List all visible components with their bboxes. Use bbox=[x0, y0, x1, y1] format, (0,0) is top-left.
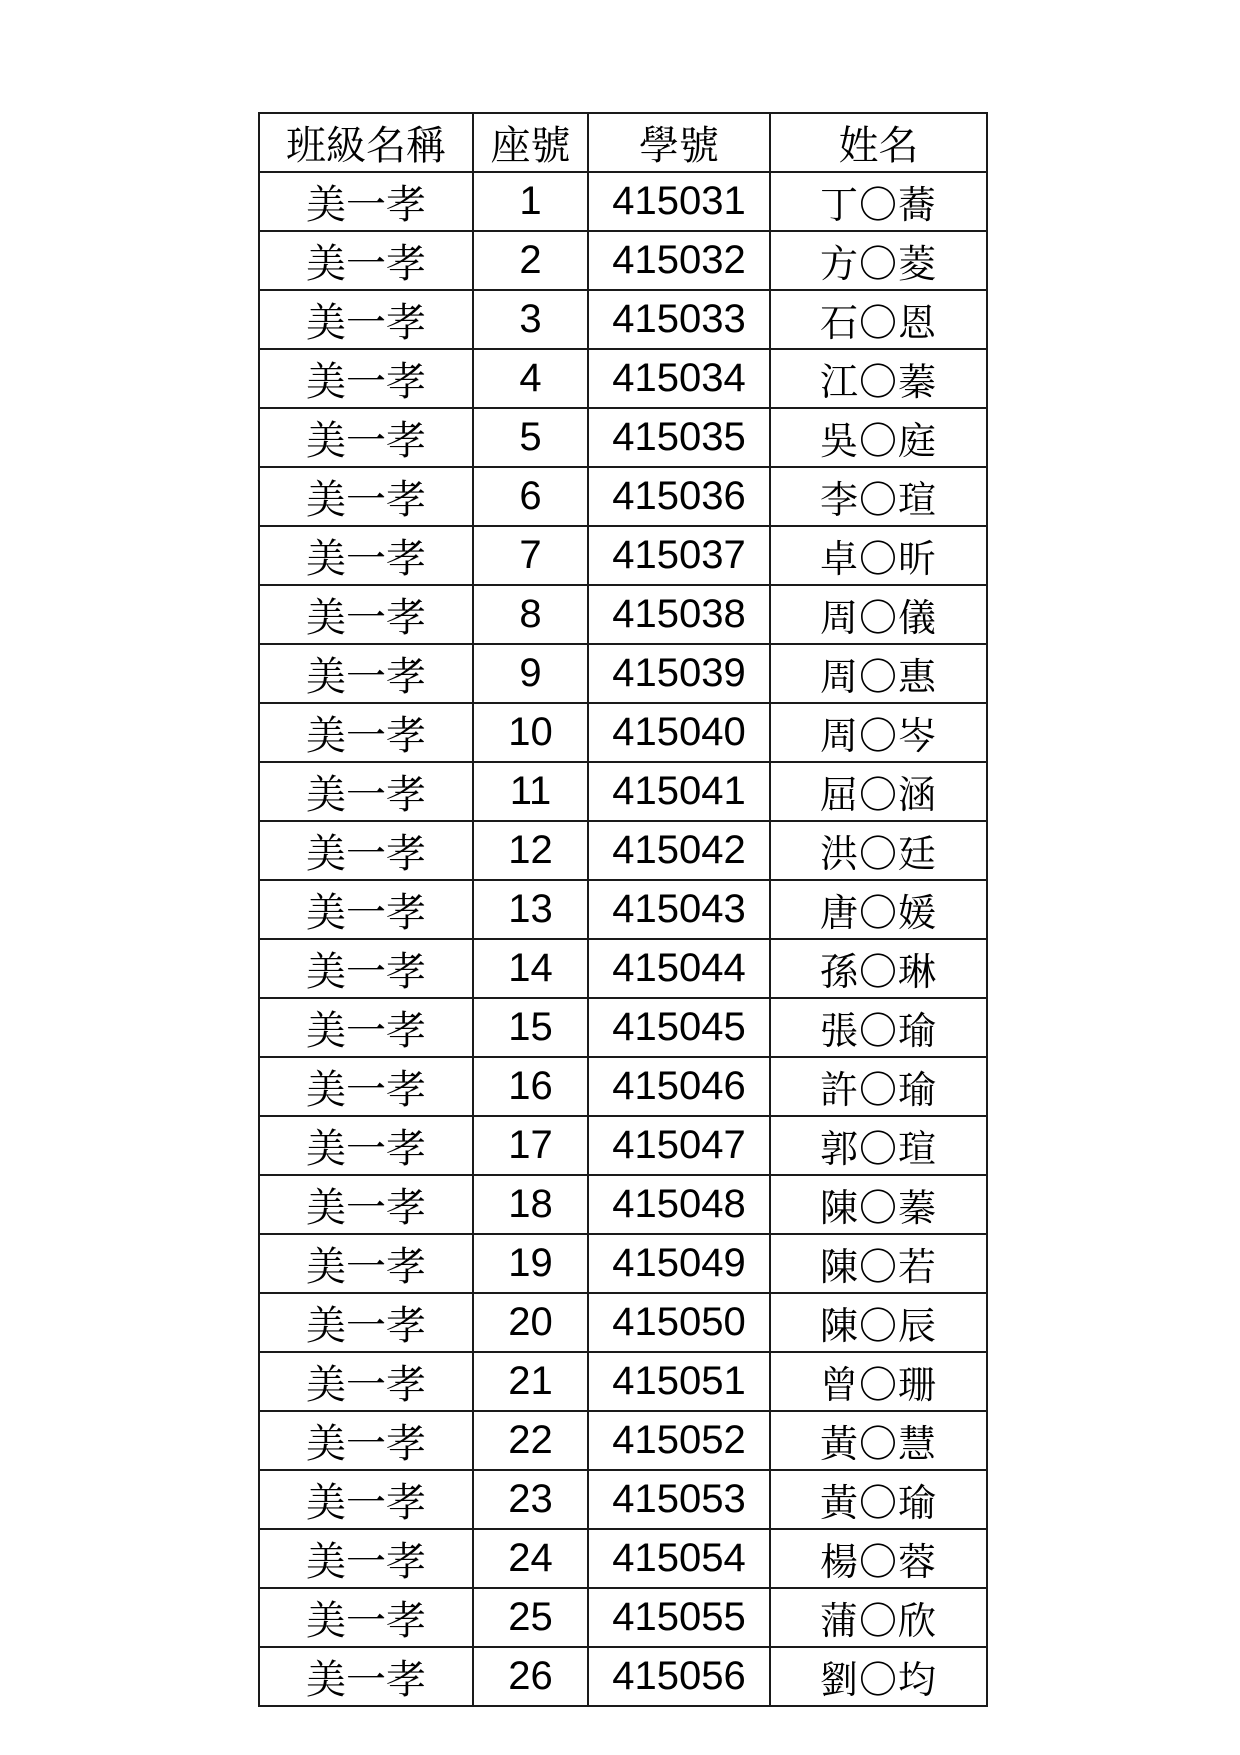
seat-number-cell: 25 bbox=[473, 1588, 588, 1647]
student-id-cell: 415040 bbox=[588, 703, 770, 762]
student-id-cell: 415031 bbox=[588, 172, 770, 231]
student-id-cell: 415056 bbox=[588, 1647, 770, 1706]
header-name: 姓名 bbox=[770, 113, 987, 172]
table-row bbox=[259, 585, 987, 644]
student-id-cell: 415032 bbox=[588, 231, 770, 290]
class-name-cell: 美一孝 bbox=[259, 880, 473, 939]
table-row bbox=[259, 290, 987, 349]
header-student-id: 學號 bbox=[588, 113, 770, 172]
student-name-cell: 周〇岑 bbox=[770, 703, 987, 762]
student-name-cell: 屈〇涵 bbox=[770, 762, 987, 821]
student-id-cell: 415050 bbox=[588, 1293, 770, 1352]
student-name-cell: 劉〇均 bbox=[770, 1647, 987, 1706]
table-row bbox=[259, 1116, 987, 1175]
table-row bbox=[259, 880, 987, 939]
table-row bbox=[259, 762, 987, 821]
student-name-cell: 江〇蓁 bbox=[770, 349, 987, 408]
table-row bbox=[259, 1057, 987, 1116]
seat-number-cell: 16 bbox=[473, 1057, 588, 1116]
student-id-cell: 415034 bbox=[588, 349, 770, 408]
seat-number-cell: 4 bbox=[473, 349, 588, 408]
student-name-cell: 蒲〇欣 bbox=[770, 1588, 987, 1647]
seat-number-cell: 10 bbox=[473, 703, 588, 762]
class-name-cell: 美一孝 bbox=[259, 1234, 473, 1293]
seat-number-cell: 18 bbox=[473, 1175, 588, 1234]
seat-number-cell: 26 bbox=[473, 1647, 588, 1706]
student-id-cell: 415037 bbox=[588, 526, 770, 585]
table-header bbox=[259, 113, 987, 172]
student-id-cell: 415054 bbox=[588, 1529, 770, 1588]
class-name-cell: 美一孝 bbox=[259, 1411, 473, 1470]
seat-number-cell: 14 bbox=[473, 939, 588, 998]
seat-number-cell: 3 bbox=[473, 290, 588, 349]
header-seat: 座號 bbox=[473, 113, 588, 172]
class-name-cell: 美一孝 bbox=[259, 703, 473, 762]
seat-number-cell: 2 bbox=[473, 231, 588, 290]
table-row bbox=[259, 1352, 987, 1411]
table-row bbox=[259, 408, 987, 467]
student-id-cell: 415033 bbox=[588, 290, 770, 349]
student-name-cell: 郭〇瑄 bbox=[770, 1116, 987, 1175]
class-name-cell: 美一孝 bbox=[259, 349, 473, 408]
student-id-cell: 415044 bbox=[588, 939, 770, 998]
student-name-cell: 丁〇蕎 bbox=[770, 172, 987, 231]
student-id-cell: 415043 bbox=[588, 880, 770, 939]
class-name-cell: 美一孝 bbox=[259, 762, 473, 821]
student-id-cell: 415045 bbox=[588, 998, 770, 1057]
student-id-cell: 415038 bbox=[588, 585, 770, 644]
seat-number-cell: 9 bbox=[473, 644, 588, 703]
class-name-cell: 美一孝 bbox=[259, 1647, 473, 1706]
class-name-cell: 美一孝 bbox=[259, 998, 473, 1057]
table-row bbox=[259, 349, 987, 408]
student-name-cell: 陳〇辰 bbox=[770, 1293, 987, 1352]
student-id-cell: 415039 bbox=[588, 644, 770, 703]
seat-number-cell: 8 bbox=[473, 585, 588, 644]
class-name-cell: 美一孝 bbox=[259, 526, 473, 585]
student-name-cell: 方〇菱 bbox=[770, 231, 987, 290]
student-id-cell: 415036 bbox=[588, 467, 770, 526]
seat-number-cell: 17 bbox=[473, 1116, 588, 1175]
table-row bbox=[259, 998, 987, 1057]
class-name-cell: 美一孝 bbox=[259, 231, 473, 290]
table-row bbox=[259, 1411, 987, 1470]
table-row bbox=[259, 939, 987, 998]
student-roster-table bbox=[258, 112, 988, 1707]
seat-number-cell: 19 bbox=[473, 1234, 588, 1293]
header-class-name: 班級名稱 bbox=[259, 113, 473, 172]
student-id-cell: 415053 bbox=[588, 1470, 770, 1529]
class-name-cell: 美一孝 bbox=[259, 644, 473, 703]
seat-number-cell: 15 bbox=[473, 998, 588, 1057]
seat-number-cell: 22 bbox=[473, 1411, 588, 1470]
student-name-cell: 吳〇庭 bbox=[770, 408, 987, 467]
student-name-cell: 石〇恩 bbox=[770, 290, 987, 349]
student-name-cell: 黃〇瑜 bbox=[770, 1470, 987, 1529]
table-row bbox=[259, 1588, 987, 1647]
seat-number-cell: 12 bbox=[473, 821, 588, 880]
student-name-cell: 黃〇慧 bbox=[770, 1411, 987, 1470]
table-row bbox=[259, 1293, 987, 1352]
table-row bbox=[259, 1647, 987, 1706]
header-row bbox=[259, 113, 987, 172]
seat-number-cell: 6 bbox=[473, 467, 588, 526]
table-row bbox=[259, 231, 987, 290]
student-id-cell: 415041 bbox=[588, 762, 770, 821]
table-row bbox=[259, 172, 987, 231]
table-row bbox=[259, 1175, 987, 1234]
seat-number-cell: 11 bbox=[473, 762, 588, 821]
student-id-cell: 415049 bbox=[588, 1234, 770, 1293]
table-row bbox=[259, 467, 987, 526]
student-id-cell: 415047 bbox=[588, 1116, 770, 1175]
class-name-cell: 美一孝 bbox=[259, 1352, 473, 1411]
seat-number-cell: 23 bbox=[473, 1470, 588, 1529]
class-name-cell: 美一孝 bbox=[259, 1470, 473, 1529]
student-name-cell: 洪〇廷 bbox=[770, 821, 987, 880]
table-row bbox=[259, 821, 987, 880]
class-name-cell: 美一孝 bbox=[259, 408, 473, 467]
class-name-cell: 美一孝 bbox=[259, 1057, 473, 1116]
table-row bbox=[259, 703, 987, 762]
seat-number-cell: 7 bbox=[473, 526, 588, 585]
student-id-cell: 415035 bbox=[588, 408, 770, 467]
student-id-cell: 415042 bbox=[588, 821, 770, 880]
class-name-cell: 美一孝 bbox=[259, 585, 473, 644]
student-name-cell: 孫〇琳 bbox=[770, 939, 987, 998]
student-name-cell: 許〇瑜 bbox=[770, 1057, 987, 1116]
student-id-cell: 415055 bbox=[588, 1588, 770, 1647]
seat-number-cell: 20 bbox=[473, 1293, 588, 1352]
table-row bbox=[259, 644, 987, 703]
student-name-cell: 唐〇媛 bbox=[770, 880, 987, 939]
student-id-cell: 415048 bbox=[588, 1175, 770, 1234]
student-name-cell: 陳〇蓁 bbox=[770, 1175, 987, 1234]
student-name-cell: 李〇瑄 bbox=[770, 467, 987, 526]
table-row bbox=[259, 1234, 987, 1293]
class-name-cell: 美一孝 bbox=[259, 1116, 473, 1175]
class-name-cell: 美一孝 bbox=[259, 1588, 473, 1647]
student-name-cell: 張〇瑜 bbox=[770, 998, 987, 1057]
table-body bbox=[259, 172, 987, 1706]
student-name-cell: 周〇儀 bbox=[770, 585, 987, 644]
class-name-cell: 美一孝 bbox=[259, 1529, 473, 1588]
class-name-cell: 美一孝 bbox=[259, 172, 473, 231]
table-row bbox=[259, 526, 987, 585]
student-id-cell: 415046 bbox=[588, 1057, 770, 1116]
student-name-cell: 周〇惠 bbox=[770, 644, 987, 703]
seat-number-cell: 13 bbox=[473, 880, 588, 939]
seat-number-cell: 24 bbox=[473, 1529, 588, 1588]
class-name-cell: 美一孝 bbox=[259, 467, 473, 526]
table-row bbox=[259, 1529, 987, 1588]
student-id-cell: 415052 bbox=[588, 1411, 770, 1470]
table-row bbox=[259, 1470, 987, 1529]
student-name-cell: 卓〇昕 bbox=[770, 526, 987, 585]
seat-number-cell: 21 bbox=[473, 1352, 588, 1411]
class-name-cell: 美一孝 bbox=[259, 290, 473, 349]
student-id-cell: 415051 bbox=[588, 1352, 770, 1411]
seat-number-cell: 1 bbox=[473, 172, 588, 231]
class-name-cell: 美一孝 bbox=[259, 939, 473, 998]
class-name-cell: 美一孝 bbox=[259, 821, 473, 880]
student-name-cell: 曾〇珊 bbox=[770, 1352, 987, 1411]
class-name-cell: 美一孝 bbox=[259, 1175, 473, 1234]
student-name-cell: 楊〇蓉 bbox=[770, 1529, 987, 1588]
class-name-cell: 美一孝 bbox=[259, 1293, 473, 1352]
student-name-cell: 陳〇若 bbox=[770, 1234, 987, 1293]
seat-number-cell: 5 bbox=[473, 408, 588, 467]
